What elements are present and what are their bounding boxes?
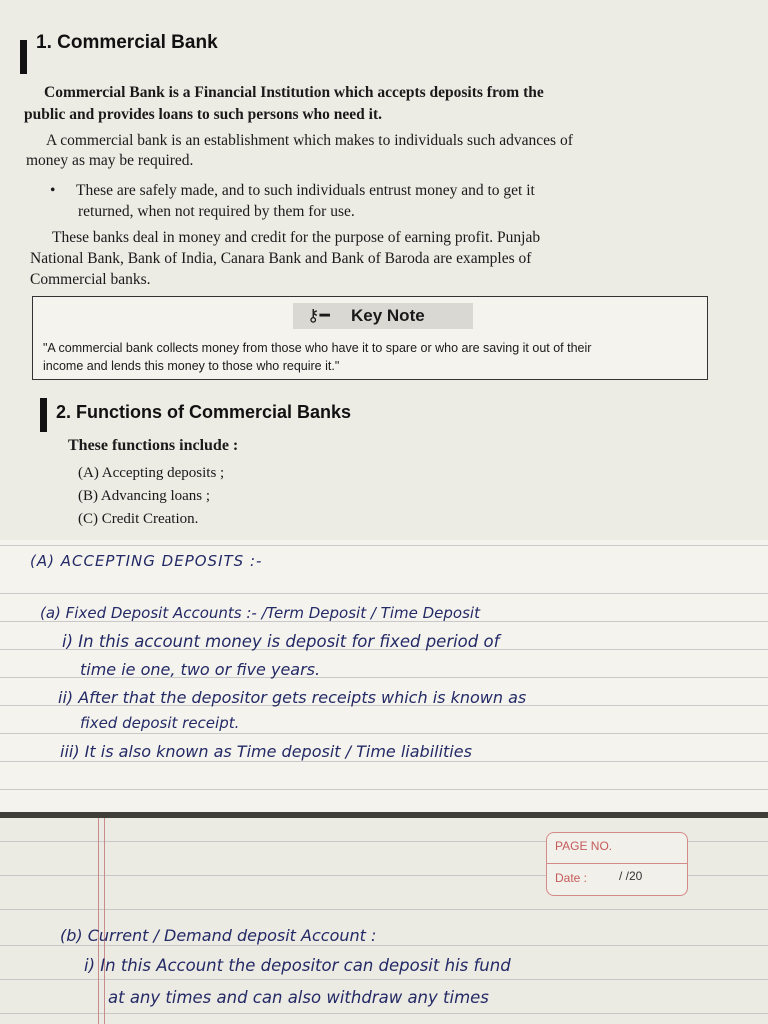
functions-list [78,462,224,531]
list-item: (C) Credit Creation. [78,511,199,527]
notes-heading: (A) ACCEPTING DEPOSITS :- [30,552,263,570]
bullet-line-1: These are safely made, and to such individuals entrust money and to get it [76,182,535,199]
handwritten-notes-page-1 [0,540,768,812]
date-label: Date : [555,871,588,885]
paragraph-2-line-3: Commercial banks. [30,271,151,288]
note-line: i) In this account money is deposit for fixed period of [62,632,500,651]
section-2-title: 2. Functions of Commercial Banks [56,402,352,422]
paragraph-1-line-2: money as may be required. [26,152,194,169]
key-note-header [293,303,473,329]
page-no-label: PAGE NO. [555,839,613,853]
note-line: fixed deposit receipt. [80,714,240,732]
note-line: time ie one, two or five years. [80,660,321,679]
section-1-title: 1. Commercial Bank [36,32,218,53]
handwritten-notes-page-2 [0,818,768,1024]
margin-line [98,818,99,1024]
date-value: / /20 [619,869,643,883]
bullet-line-2: returned, when not required by them for use. [78,203,355,220]
quote-line-2: income and lends this money to those who require it." [43,359,340,373]
fixed-deposit-heading: (a) Fixed Deposit Accounts :- /Term Deposit / Time Deposit [40,604,480,622]
note-line: iii) It is also known as Time deposit / Time liabilities [60,742,472,761]
paragraph-2-line-1: These banks deal in money and credit for the purpose of earning profit. Punjab [52,229,541,246]
page-number-stamp [546,832,688,896]
key-note-box [32,296,708,380]
key-note-quote [43,339,703,375]
definition-line-1: Commercial Bank is a Financial Institution which accepts deposits from the [44,84,544,101]
stamp-divider [547,863,687,864]
note-line: at any times and can also withdraw any times [108,988,489,1007]
bullet-text [76,180,716,222]
key-note-label: Key Note [351,306,425,325]
definition-line-2: public and provides loans to such persons who need it. [24,106,383,123]
note-line: i) In this Account the depositor can deposit his fund [84,956,511,975]
note-line: ii) After that the depositor gets receipts which is known as [58,688,527,707]
list-item: (B) Advancing loans ; [78,488,211,504]
key-icon: ⚷━ [307,306,330,326]
bullet-dot: • [50,182,56,199]
section-marker [40,398,47,432]
functions-intro: These functions include : [68,437,239,454]
paragraph-2-line-2: National Bank, Bank of India, Canara Bank and Bank of Baroda are examples of [30,250,532,267]
quote-line-1: "A commercial bank collects money from those who have it to spare or who are saving it out of their [43,341,592,355]
margin-line [104,818,105,1024]
paragraph-1-line-1: A commercial bank is an establishment which makes to individuals such advances of [46,132,573,149]
current-deposit-heading: (b) Current / Demand deposit Account : [60,926,377,945]
section-marker [20,40,27,74]
list-item: (A) Accepting deposits ; [78,465,225,481]
